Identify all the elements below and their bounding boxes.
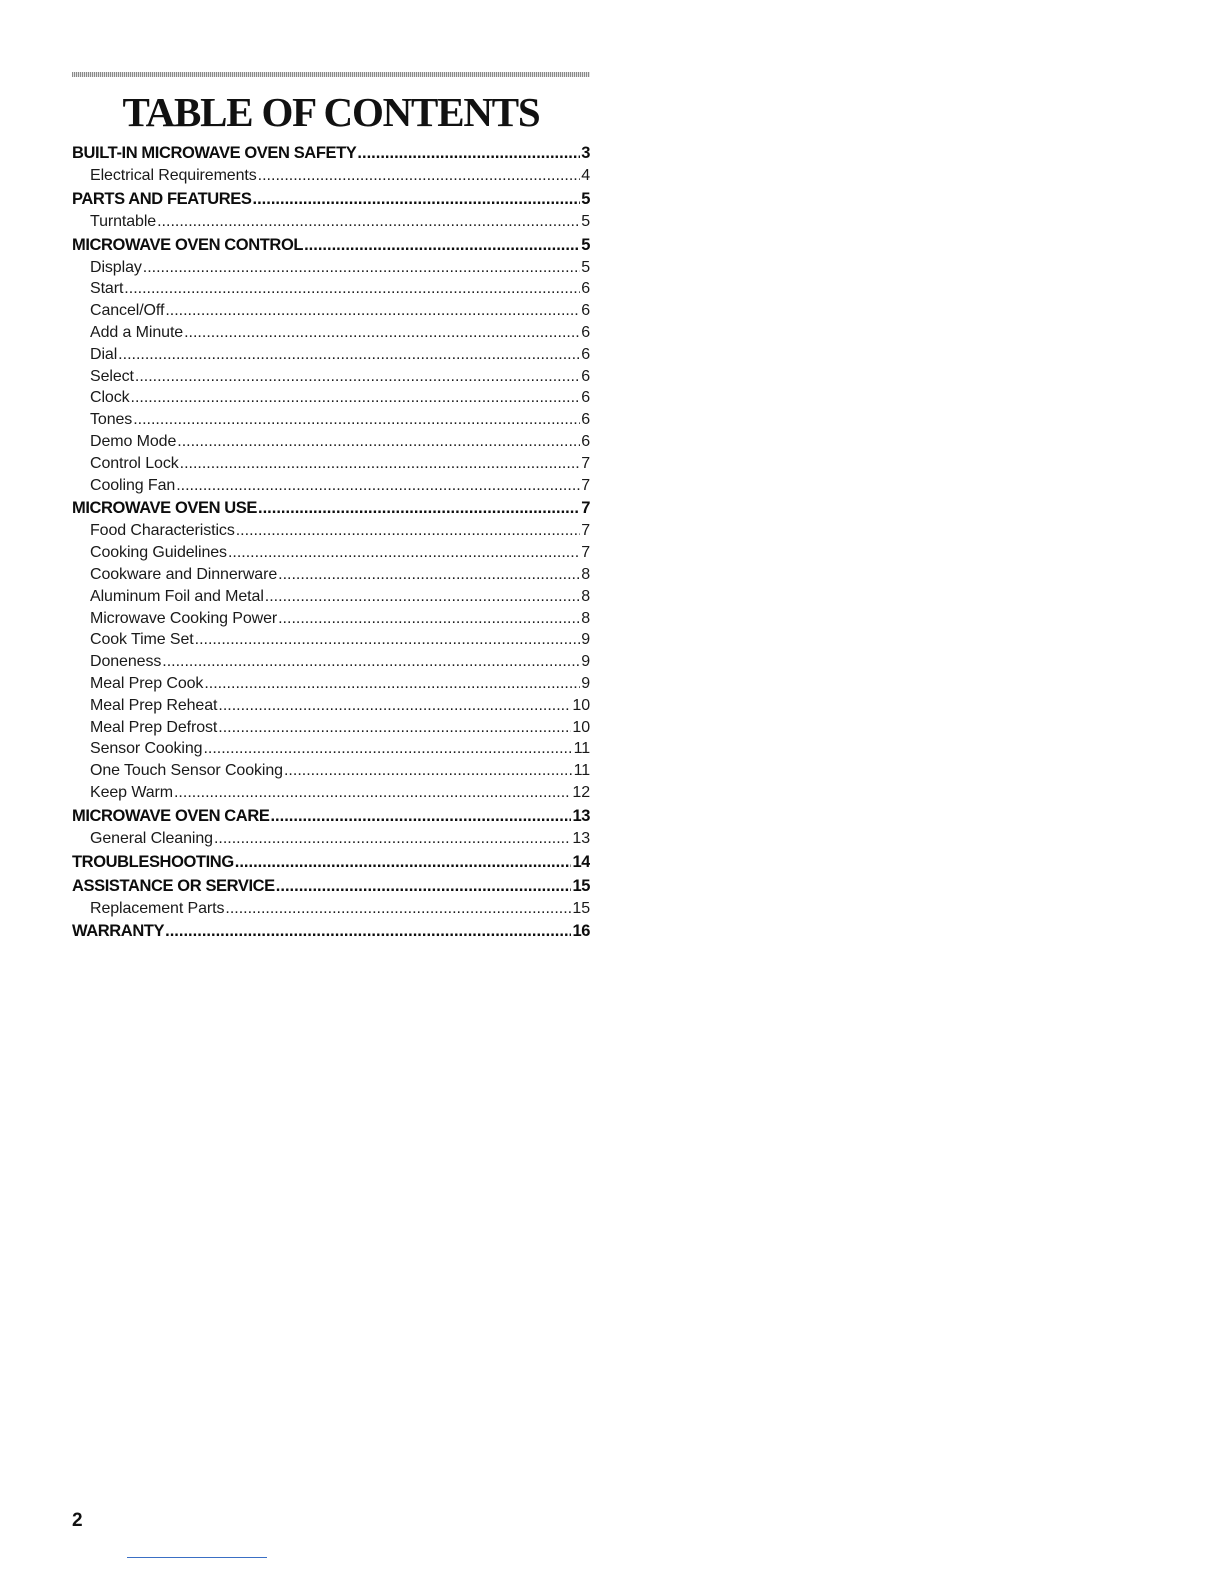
toc-dot-leader xyxy=(276,874,572,898)
toc-dot-leader xyxy=(133,409,580,431)
toc-subsection-entry[interactable] xyxy=(72,673,590,695)
toc-subsection-entry[interactable] xyxy=(72,366,590,388)
toc-subsection-entry[interactable] xyxy=(72,651,590,673)
toc-entry-label: General Cleaning xyxy=(90,829,213,847)
toc-dot-leader xyxy=(270,804,571,828)
toc-entry-page-number: 11 xyxy=(573,740,590,758)
toc-entry-label: Demo Mode xyxy=(90,432,177,450)
toc-dot-leader xyxy=(265,586,580,608)
toc-entry-page-number: 8 xyxy=(581,587,590,605)
toc-dot-leader xyxy=(135,366,580,388)
toc-dot-leader xyxy=(176,475,580,497)
toc-dot-leader xyxy=(278,608,580,630)
toc-dot-leader xyxy=(131,387,581,409)
toc-subsection-entry[interactable] xyxy=(72,300,590,322)
toc-subsection-entry[interactable] xyxy=(72,431,590,453)
toc-subsection-entry[interactable] xyxy=(72,695,590,717)
toc-section-entry[interactable] xyxy=(72,187,590,211)
toc-dot-leader xyxy=(143,257,580,279)
toc-entry-label: Food Characteristics xyxy=(90,522,235,540)
toc-entry-page-number: 6 xyxy=(581,432,590,450)
toc-entry-page-number: 16 xyxy=(572,922,590,941)
toc-entry-label: One Touch Sensor Cooking xyxy=(90,762,283,780)
toc-dot-leader xyxy=(258,165,581,187)
toc-dot-leader xyxy=(284,760,573,782)
toc-entry-page-number: 7 xyxy=(581,454,590,472)
toc-dot-leader xyxy=(162,651,580,673)
page-title: TABLE OF CONTENTS xyxy=(122,89,540,135)
toc-subsection-entry[interactable] xyxy=(72,344,590,366)
toc-dot-leader xyxy=(225,898,571,920)
toc-entry-page-number: 15 xyxy=(572,899,590,917)
toc-entry-page-number: 6 xyxy=(581,367,590,385)
toc-dot-leader xyxy=(180,453,581,475)
toc-entry-page-number: 9 xyxy=(581,674,590,692)
table-of-contents xyxy=(72,141,590,943)
toc-entry-label: WARRANTY xyxy=(72,922,165,941)
toc-subsection-entry[interactable] xyxy=(72,542,590,564)
toc-entry-label: Start xyxy=(90,280,124,298)
toc-dot-leader xyxy=(236,520,580,542)
toc-section-entry[interactable] xyxy=(72,919,590,943)
toc-entry-page-number: 8 xyxy=(581,609,590,627)
toc-entry-label: Meal Prep Defrost xyxy=(90,718,218,736)
toc-entry-page-number: 3 xyxy=(581,144,590,162)
page-number: 2 xyxy=(72,1510,83,1531)
toc-entry-page-number: 5 xyxy=(581,235,590,254)
toc-entry-page-number: 6 xyxy=(581,323,590,341)
toc-dot-leader xyxy=(195,629,581,651)
toc-section-entry[interactable] xyxy=(72,850,590,874)
toc-entry-label: TROUBLESHOOTING xyxy=(72,852,234,871)
toc-dot-leader xyxy=(253,187,581,211)
toc-dot-leader xyxy=(304,233,580,257)
toc-entry-label: Turntable xyxy=(90,212,157,230)
toc-dot-leader xyxy=(203,738,572,760)
toc-dot-leader xyxy=(124,278,580,300)
toc-entry-label: Sensor Cooking xyxy=(90,740,203,758)
toc-entry-label: BUILT-IN MICROWAVE OVEN SAFETY xyxy=(72,144,357,162)
toc-entry-page-number: 5 xyxy=(581,189,590,208)
toc-entry-label: Meal Prep Cook xyxy=(90,674,204,692)
toc-entry-page-number: 6 xyxy=(581,389,590,407)
toc-entry-label: MICROWAVE OVEN USE xyxy=(72,499,258,518)
toc-entry-page-number: 6 xyxy=(581,302,590,320)
toc-dot-leader xyxy=(214,828,571,850)
toc-subsection-entry[interactable] xyxy=(72,257,590,279)
toc-dot-leader xyxy=(204,673,580,695)
toc-entry-page-number: 6 xyxy=(581,411,590,429)
toc-subsection-entry[interactable] xyxy=(72,738,590,760)
toc-entry-label: Tones xyxy=(90,411,133,429)
toc-subsection-entry[interactable] xyxy=(72,629,590,651)
toc-subsection-entry[interactable] xyxy=(72,322,590,344)
toc-section-entry[interactable] xyxy=(72,233,590,257)
toc-entry-label: Select xyxy=(90,367,134,385)
toc-entry-label: Display xyxy=(90,258,142,276)
toc-entry-label: Doneness xyxy=(90,653,162,671)
toc-subsection-entry[interactable] xyxy=(72,475,590,497)
toc-entry-label: Control Lock xyxy=(90,454,179,472)
toc-entry-page-number: 13 xyxy=(572,806,590,825)
toc-subsection-entry[interactable] xyxy=(72,387,590,409)
toc-entry-label: Dial xyxy=(90,345,118,363)
toc-entry-page-number: 5 xyxy=(581,258,590,276)
toc-entry-page-number: 14 xyxy=(572,852,590,871)
toc-entry-page-number: 9 xyxy=(581,631,590,649)
toc-subsection-entry[interactable] xyxy=(72,760,590,782)
toc-entry-page-number: 5 xyxy=(581,212,590,230)
toc-dot-leader xyxy=(174,782,571,804)
toc-dot-leader xyxy=(278,564,580,586)
toc-dot-leader xyxy=(118,344,580,366)
toc-entry-label: Electrical Requirements xyxy=(90,167,257,184)
toc-dot-leader xyxy=(218,695,571,717)
toc-entry-label: Cooling Fan xyxy=(90,476,176,494)
toc-entry-page-number: 7 xyxy=(581,499,590,518)
toc-entry-label: MICROWAVE OVEN CONTROL xyxy=(72,235,304,254)
toc-entry-page-number: 7 xyxy=(581,522,590,540)
toc-subsection-entry[interactable] xyxy=(72,828,590,850)
toc-entry-label: Aluminum Foil and Metal xyxy=(90,587,264,605)
toc-entry-label: PARTS AND FEATURES xyxy=(72,189,252,208)
toc-entry-page-number: 15 xyxy=(572,876,590,895)
toc-entry-label: Cancel/Off xyxy=(90,302,165,320)
toc-entry-page-number: 11 xyxy=(573,762,590,780)
toc-subsection-entry[interactable] xyxy=(72,165,590,187)
toc-dot-leader xyxy=(235,850,572,874)
toc-entry-label: ASSISTANCE OR SERVICE xyxy=(72,876,275,895)
toc-subsection-entry[interactable] xyxy=(72,453,590,475)
toc-entry-page-number: 12 xyxy=(572,783,590,801)
toc-section-entry[interactable] xyxy=(72,496,590,520)
toc-subsection-entry[interactable] xyxy=(72,782,590,804)
bottom-divider-rule xyxy=(127,1557,267,1558)
top-divider-rule xyxy=(72,72,590,77)
toc-entry-page-number: 4 xyxy=(581,167,590,184)
toc-entry-page-number: 9 xyxy=(581,653,590,671)
toc-entry-page-number: 8 xyxy=(581,565,590,583)
toc-entry-page-number: 6 xyxy=(581,280,590,298)
toc-subsection-entry[interactable] xyxy=(72,409,590,431)
toc-subsection-entry[interactable] xyxy=(72,211,590,233)
toc-subsection-entry[interactable] xyxy=(72,278,590,300)
toc-dot-leader xyxy=(218,717,571,739)
toc-dot-leader xyxy=(157,211,580,233)
toc-entry-page-number: 10 xyxy=(572,718,590,736)
toc-entry-label: Clock xyxy=(90,389,130,407)
toc-section-entry[interactable] xyxy=(72,141,590,165)
toc-subsection-entry[interactable] xyxy=(72,586,590,608)
toc-entry-label: Microwave Cooking Power xyxy=(90,609,278,627)
toc-dot-leader xyxy=(165,300,580,322)
toc-entry-label: Meal Prep Reheat xyxy=(90,696,218,714)
toc-entry-label: Add a Minute xyxy=(90,323,184,341)
toc-entry-label: Cooking Guidelines xyxy=(90,544,227,562)
toc-entry-label: MICROWAVE OVEN CARE xyxy=(72,806,270,825)
toc-dot-leader xyxy=(177,431,580,453)
toc-entry-label: Replacement Parts xyxy=(90,899,225,917)
toc-dot-leader xyxy=(357,141,580,165)
toc-section-entry[interactable] xyxy=(72,804,590,828)
toc-entry-page-number: 13 xyxy=(572,829,590,847)
toc-dot-leader xyxy=(184,322,580,344)
toc-entry-page-number: 6 xyxy=(581,345,590,363)
toc-subsection-entry[interactable] xyxy=(72,608,590,630)
toc-entry-label: Cook Time Set xyxy=(90,631,194,649)
toc-entry-page-number: 10 xyxy=(572,696,590,714)
toc-section-entry[interactable] xyxy=(72,874,590,898)
toc-subsection-entry[interactable] xyxy=(72,564,590,586)
toc-subsection-entry[interactable] xyxy=(72,520,590,542)
toc-entry-page-number: 7 xyxy=(581,476,590,494)
toc-entry-page-number: 7 xyxy=(581,544,590,562)
toc-entry-label: Cookware and Dinnerware xyxy=(90,565,278,583)
toc-entry-label: Keep Warm xyxy=(90,783,173,801)
toc-dot-leader xyxy=(228,542,580,564)
toc-dot-leader xyxy=(165,919,571,943)
toc-dot-leader xyxy=(258,496,580,520)
toc-subsection-entry[interactable] xyxy=(72,898,590,920)
toc-subsection-entry[interactable] xyxy=(72,717,590,739)
